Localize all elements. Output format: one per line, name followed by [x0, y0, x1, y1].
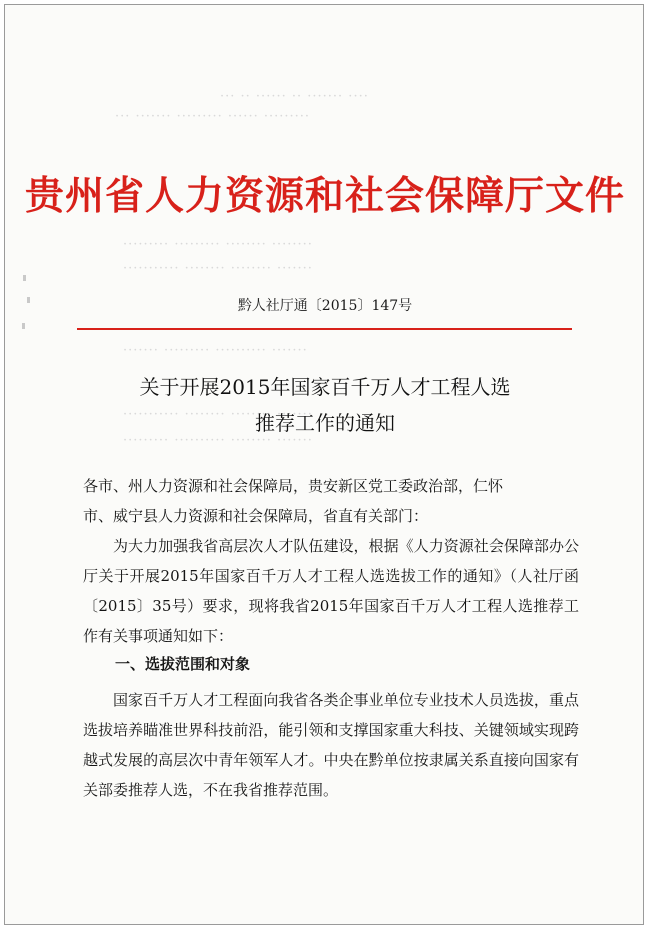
bleed-through-text: ··········· ········ ········ ······· — [123, 261, 313, 276]
bleed-through-text: ······· ········· ·········· ······· — [123, 343, 308, 358]
scan-speck — [22, 323, 25, 329]
addressee-block — [83, 471, 579, 531]
notice-title-line-1: 关于开展2015年国家百千万人才工程人选 — [139, 375, 511, 399]
addressee-line-1: 各市、州人力资源和社会保障局，贵安新区党工委政治部，仁怀 — [83, 477, 504, 495]
document-header-title: 贵州省人力资源和社会保障厅文件 — [24, 173, 625, 219]
addressee-line-2: 市、威宁县人力资源和社会保障局，省直有关部门： — [83, 507, 429, 525]
bleed-through-text: ········· ·········· ········ ······· — [123, 433, 313, 448]
paragraph-1: 为大力加强我省高层次人才队伍建设，根据《人力资源社会保障部办公厅关于开展2015年国家百千万人才工程人选选拔工作的通知》（人社厅函〔2015〕35号）要求，现将我省2015年国家百千万人才工程人选推荐工作有关事项通知如下： — [83, 537, 579, 645]
red-separator-line — [77, 328, 572, 330]
document-number: 黔人社厅通〔2015〕147号 — [237, 298, 413, 314]
section-1-heading: 一、选拔范围和对象 — [115, 655, 251, 673]
bleed-through-text: ··· ······· ········· ······ ········· — [115, 109, 311, 124]
scan-speck — [23, 275, 26, 281]
paragraph-2: 国家百千万人才工程面向我省各类企事业单位专业技术人员选拔，重点选拔培养瞄准世界科技前沿，能引领和支撑国家重大科技、关键领域实现跨越式发展的高层次中青年领军人才。中央在黔单位按隶属关系直接向国家有关部委推荐人选，不在我省推荐范围。 — [83, 691, 579, 799]
notice-title-line-2: 推荐工作的通知 — [255, 411, 395, 435]
bleed-through-text: ········· ········· ········ ········ — [123, 237, 313, 252]
bleed-through-text: ··· ·· ······ ·· ······· ···· — [220, 89, 369, 104]
document-page — [4, 4, 644, 925]
bleed-through-text: ··········· ········ ········ ······· — [123, 407, 313, 422]
